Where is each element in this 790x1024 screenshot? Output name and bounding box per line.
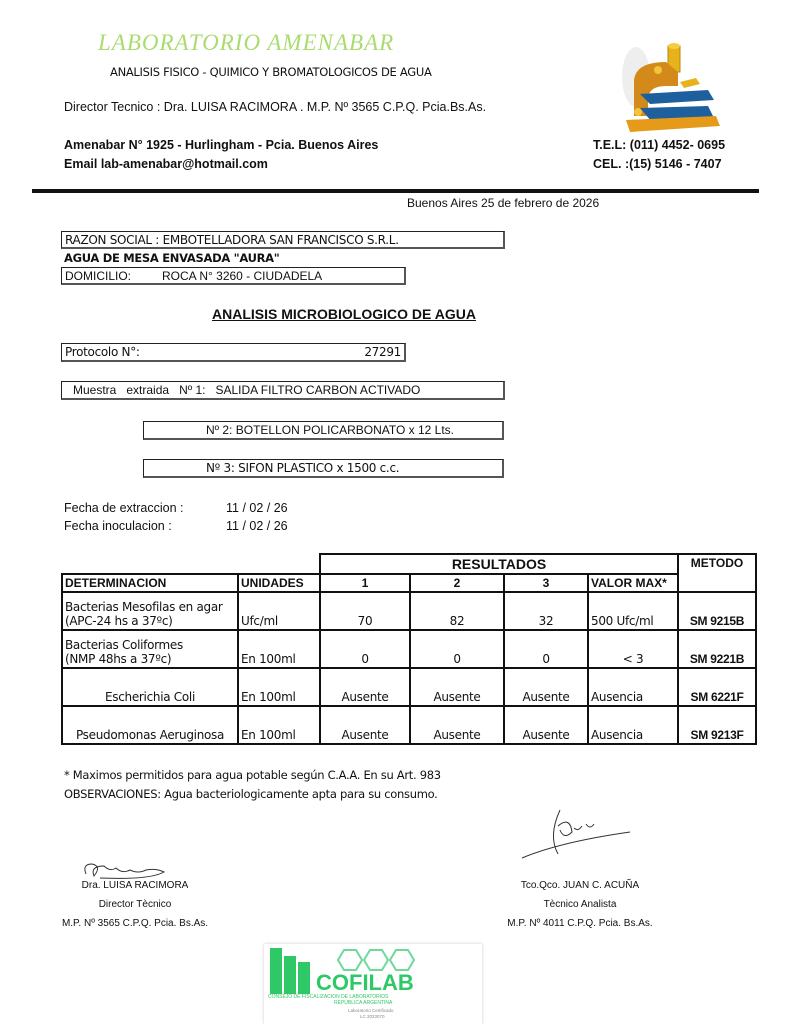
header-divider — [32, 189, 759, 193]
col-3: 3 — [504, 574, 588, 592]
report-title: ANALISIS MICROBIOLOGICO DE AGUA — [212, 306, 476, 322]
fecha-inoculacion-value: 11 / 02 / 26 — [226, 519, 288, 533]
signer-role: Director Tècnico — [98, 899, 172, 910]
sample-2: Nº 2: BOTELLON POLICARBONATO x 12 Lts. — [206, 423, 455, 437]
max-value-cell: 500 Ufc/ml — [588, 592, 678, 630]
signer-license: M.P. Nº 4011 C.P.Q. Pcia. Bs.As. — [507, 918, 653, 929]
lab-subtitle: ANALISIS FISICO - QUIMICO Y BROMATOLOGICOS DE AGUA — [110, 65, 432, 79]
protocolo-label: Protocolo N°: — [65, 345, 140, 359]
results-table — [61, 553, 757, 745]
lab-phone: T.E.L: (011) 4452- 0695 — [593, 138, 726, 152]
domicilio-box — [61, 267, 406, 285]
razon-social-box — [61, 231, 505, 249]
results-group-header: RESULTADOS — [320, 554, 678, 574]
cofilab-line1: CONSEJO DE FISCALIZACION DE LABORATORIOS — [268, 994, 389, 1000]
unit-cell: En 100ml — [238, 668, 320, 706]
sample-label-a: Muestra — [73, 383, 117, 397]
sample-1-desc: SALIDA FILTRO CARBON ACTIVADO — [215, 383, 421, 397]
microscope-icon — [596, 42, 726, 134]
sample-label-b: extraida — [126, 383, 170, 397]
method-cell: SM 9221B — [678, 630, 756, 668]
cofilab-seal — [264, 944, 482, 1024]
method-cell: SM 6221F — [678, 668, 756, 706]
result-2-cell: Ausente — [410, 668, 504, 706]
razon-social: RAZON SOCIAL : EMBOTELLADORA SAN FRANCISCO S.R.L. — [65, 232, 399, 247]
result-3-cell: Ausente — [504, 706, 588, 744]
sample-3: Nº 3: SIFON PLASTICO x 1500 c.c. — [206, 461, 400, 475]
table-row — [62, 706, 756, 744]
lab-email: Email lab-amenabar@hotmail.com — [64, 157, 268, 171]
result-3-cell: 32 — [504, 592, 588, 630]
determinacion-line1: Bacterias Coliformes — [65, 638, 183, 652]
signature-block-analyst — [490, 880, 670, 937]
table-row — [62, 668, 756, 706]
signature-1-icon — [80, 858, 170, 882]
signature-2-icon — [520, 806, 640, 862]
result-1-cell: Ausente — [320, 706, 410, 744]
protocolo-box — [61, 343, 406, 362]
lab-name: LABORATORIO AMENABAR — [98, 30, 395, 55]
result-3-cell: 0 — [504, 630, 588, 668]
table-row — [62, 630, 756, 668]
sample-1-number: Nº 1: — [179, 383, 206, 397]
result-1-cell: 70 — [320, 592, 410, 630]
footnote: * Maximos permitidos para agua potable según C.A.A. En su Art. 983 — [64, 768, 441, 782]
table-row — [62, 592, 756, 630]
sample-2-box — [143, 421, 504, 440]
result-1-cell: 0 — [320, 630, 410, 668]
signer-role: Tècnico Analista — [543, 899, 617, 910]
result-2-cell: 0 — [410, 630, 504, 668]
fecha-extraccion-label: Fecha de extraccion : — [64, 501, 184, 515]
signer-license: M.P. Nº 3565 C.P.Q. Pcia. Bs.As. — [61, 918, 209, 929]
protocolo-value: 27291 — [364, 345, 401, 359]
col-1: 1 — [320, 574, 410, 592]
metodo-header: METODO — [678, 554, 756, 592]
determinacion-line1: Bacterias Mesofilas en agar — [65, 600, 223, 614]
determinacion-cell — [62, 630, 238, 668]
col-unidades: UNIDADES — [238, 574, 320, 592]
product-name: AGUA DE MESA ENVASADA "AURA" — [64, 251, 280, 265]
col-valor-max: VALOR MAX* — [588, 574, 678, 592]
determinacion-line2: (APC-24 hs a 37ºc) — [65, 614, 173, 628]
unit-cell: En 100ml — [238, 706, 320, 744]
determinacion-cell: Escherichia Coli — [62, 668, 238, 706]
determinacion-cell — [62, 592, 238, 630]
lab-address: Amenabar N° 1925 - Hurlingham - Pcia. Buenos Aires — [64, 138, 379, 152]
signature-block-director — [60, 880, 210, 937]
report-date: Buenos Aires 25 de febrero de 2026 — [407, 196, 600, 210]
col-2: 2 — [410, 574, 504, 592]
director-line: Director Tecnico : Dra. LUISA RACIMORA . M.P. Nº 3565 C.P.Q. Pcia.Bs.As. — [64, 100, 487, 114]
determinacion-line2: (NMP 48hs a 37ºc) — [65, 652, 172, 666]
observaciones: OBSERVACIONES: Agua bacteriologicamente apta para su consumo. — [64, 787, 438, 801]
sample-3-box — [143, 459, 504, 478]
result-2-cell: 82 — [410, 592, 504, 630]
max-value-cell: Ausencia — [588, 706, 678, 744]
col-determinacion: DETERMINACION — [62, 574, 238, 592]
lab-cell: CEL. :(15) 5146 - 7407 — [593, 157, 722, 171]
sample-1-box — [61, 381, 505, 400]
method-cell: SM 9215B — [678, 592, 756, 630]
determinacion-cell: Pseudomonas Aeruginosa — [62, 706, 238, 744]
domicilio-label: DOMICILIO: — [65, 268, 132, 283]
unit-cell: En 100ml — [238, 630, 320, 668]
cofilab-line3: Laboratorio Certificado — [348, 1008, 394, 1013]
result-2-cell: Ausente — [410, 706, 504, 744]
signer-name: Dra. LUISA RACIMORA — [81, 880, 189, 891]
cofilab-line4: LC 2023070 — [360, 1014, 385, 1019]
column-header-row — [62, 574, 756, 592]
unit-cell: Ufc/ml — [238, 592, 320, 630]
domicilio-value: ROCA N° 3260 - CIUDADELA — [162, 268, 323, 283]
fecha-extraccion-value: 11 / 02 / 26 — [226, 501, 288, 515]
fecha-inoculacion-label: Fecha inoculacion : — [64, 519, 172, 533]
cofilab-name: COFILAB — [316, 970, 414, 995]
result-3-cell: Ausente — [504, 668, 588, 706]
method-cell: SM 9213F — [678, 706, 756, 744]
cofilab-line2: REPUBLICA ARGENTINA — [334, 1000, 393, 1006]
signer-name: Tco.Qco. JUAN C. ACUÑA — [520, 880, 640, 891]
result-1-cell: Ausente — [320, 668, 410, 706]
max-value-cell: < 3 — [588, 630, 678, 668]
max-value-cell: Ausencia — [588, 668, 678, 706]
